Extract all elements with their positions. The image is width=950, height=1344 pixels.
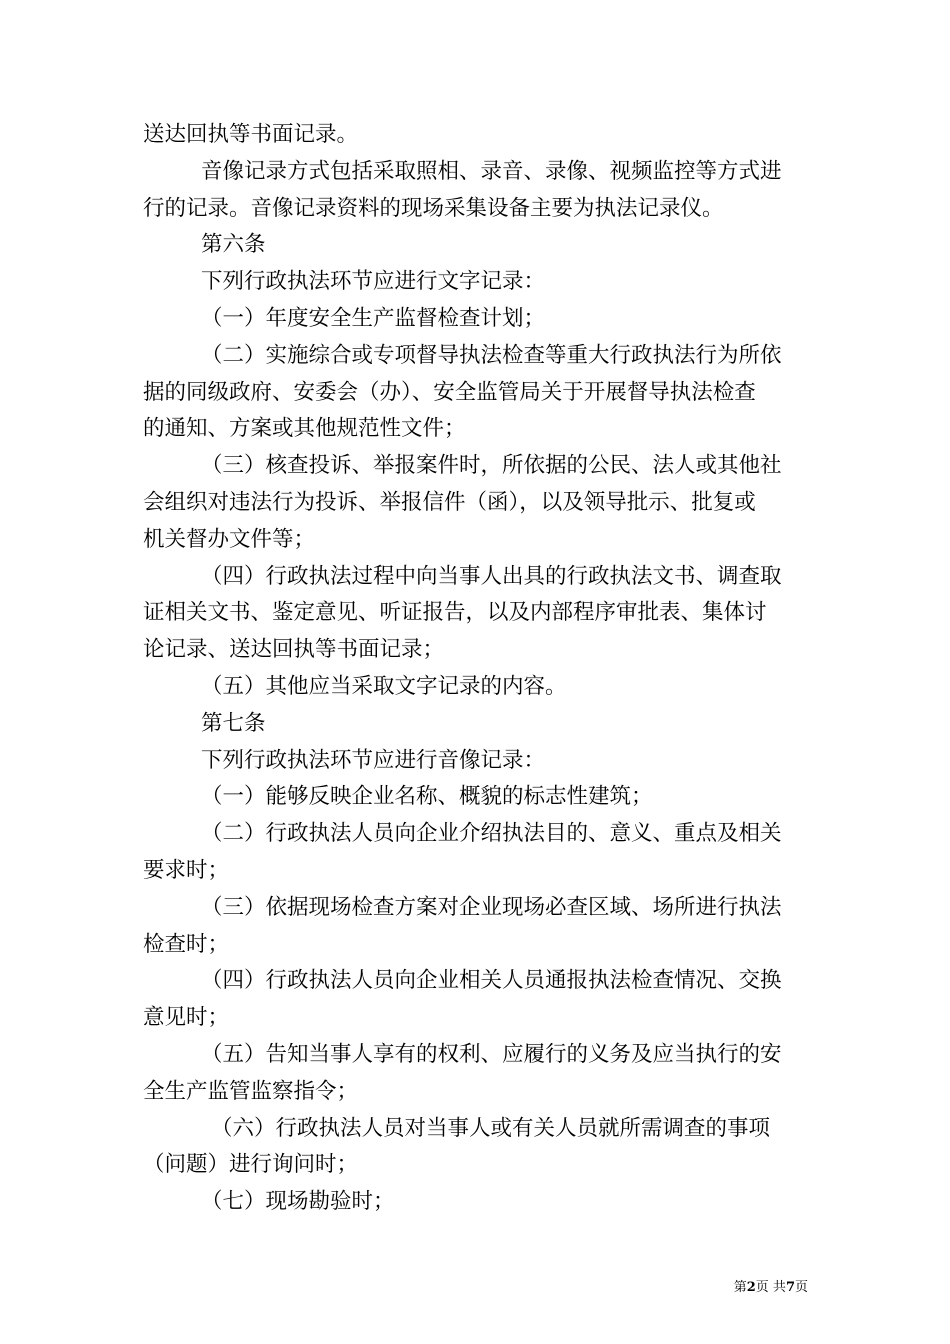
page-footer bbox=[734, 1276, 808, 1295]
text-line: （七）现场勘验时； bbox=[201, 1189, 395, 1215]
text-line: （问题）进行询问时； bbox=[143, 1152, 359, 1178]
text-line: 音像记录方式包括采取照相、录音、录像、视频监控等方式进 bbox=[201, 158, 782, 184]
text-line: （六）行政执法人员对当事人或有关人员就所需调查的事项 bbox=[211, 1115, 771, 1141]
text-line: 意见时； bbox=[143, 1005, 230, 1031]
footer-total-pages: 7 bbox=[785, 1280, 795, 1295]
footer-middle: 页 共 bbox=[755, 1280, 786, 1295]
text-line: 要求时； bbox=[143, 857, 230, 883]
text-line: （三）核查投诉、举报案件时，所依据的公民、法人或其他社 bbox=[201, 453, 782, 479]
text-line: 下列行政执法环节应进行文字记录： bbox=[201, 269, 546, 295]
text-line: （四）行政执法过程中向当事人出具的行政执法文书、调查取 bbox=[201, 563, 782, 589]
text-line: （一）年度安全生产监督检查计划； bbox=[201, 305, 546, 331]
text-line: 据的同级政府、安委会（办）、安全监管局关于开展督导执法检查 bbox=[143, 379, 756, 405]
text-line: 机关督办文件等； bbox=[143, 526, 316, 552]
text-line: 第七条 bbox=[201, 710, 266, 736]
text-line: 的通知、方案或其他规范性文件； bbox=[143, 416, 466, 442]
text-line: （五）告知当事人享有的权利、应履行的义务及应当执行的安 bbox=[201, 1041, 782, 1067]
text-line: （四）行政执法人员向企业相关人员通报执法检查情况、交换 bbox=[201, 968, 782, 994]
text-line: 送达回执等书面记录。 bbox=[143, 122, 359, 147]
text-line: 第六条 bbox=[201, 232, 266, 258]
footer-suffix: 页 bbox=[794, 1280, 808, 1295]
footer-page-number: 2 bbox=[746, 1280, 756, 1295]
text-line: 全生产监管监察指令； bbox=[143, 1078, 359, 1104]
text-line: （二）行政执法人员向企业介绍执法目的、意义、重点及相关 bbox=[201, 821, 782, 847]
text-line: （五）其他应当采取文字记录的内容。 bbox=[201, 673, 567, 699]
text-line: （二）实施综合或专项督导执法检查等重大行政执法行为所依 bbox=[201, 342, 782, 368]
body-text bbox=[143, 117, 807, 1221]
text-line: （一）能够反映企业名称、概貌的标志性建筑； bbox=[201, 784, 653, 810]
text-line: 证相关文书、鉴定意见、听证报告，以及内部程序审批表、集体讨 bbox=[143, 600, 767, 626]
text-line: 会组织对违法行为投诉、举报信件（函），以及领导批示、批复或 bbox=[143, 489, 756, 515]
footer-prefix: 第 bbox=[733, 1280, 747, 1295]
text-line: （三）依据现场检查方案对企业现场必查区域、场所进行执法 bbox=[201, 894, 782, 920]
text-line: 论记录、送达回执等书面记录； bbox=[143, 637, 445, 663]
text-line: 检查时； bbox=[143, 931, 230, 957]
text-line: 行的记录。音像记录资料的现场采集设备主要为执法记录仪。 bbox=[143, 195, 724, 221]
text-line: 下列行政执法环节应进行音像记录： bbox=[201, 747, 546, 773]
